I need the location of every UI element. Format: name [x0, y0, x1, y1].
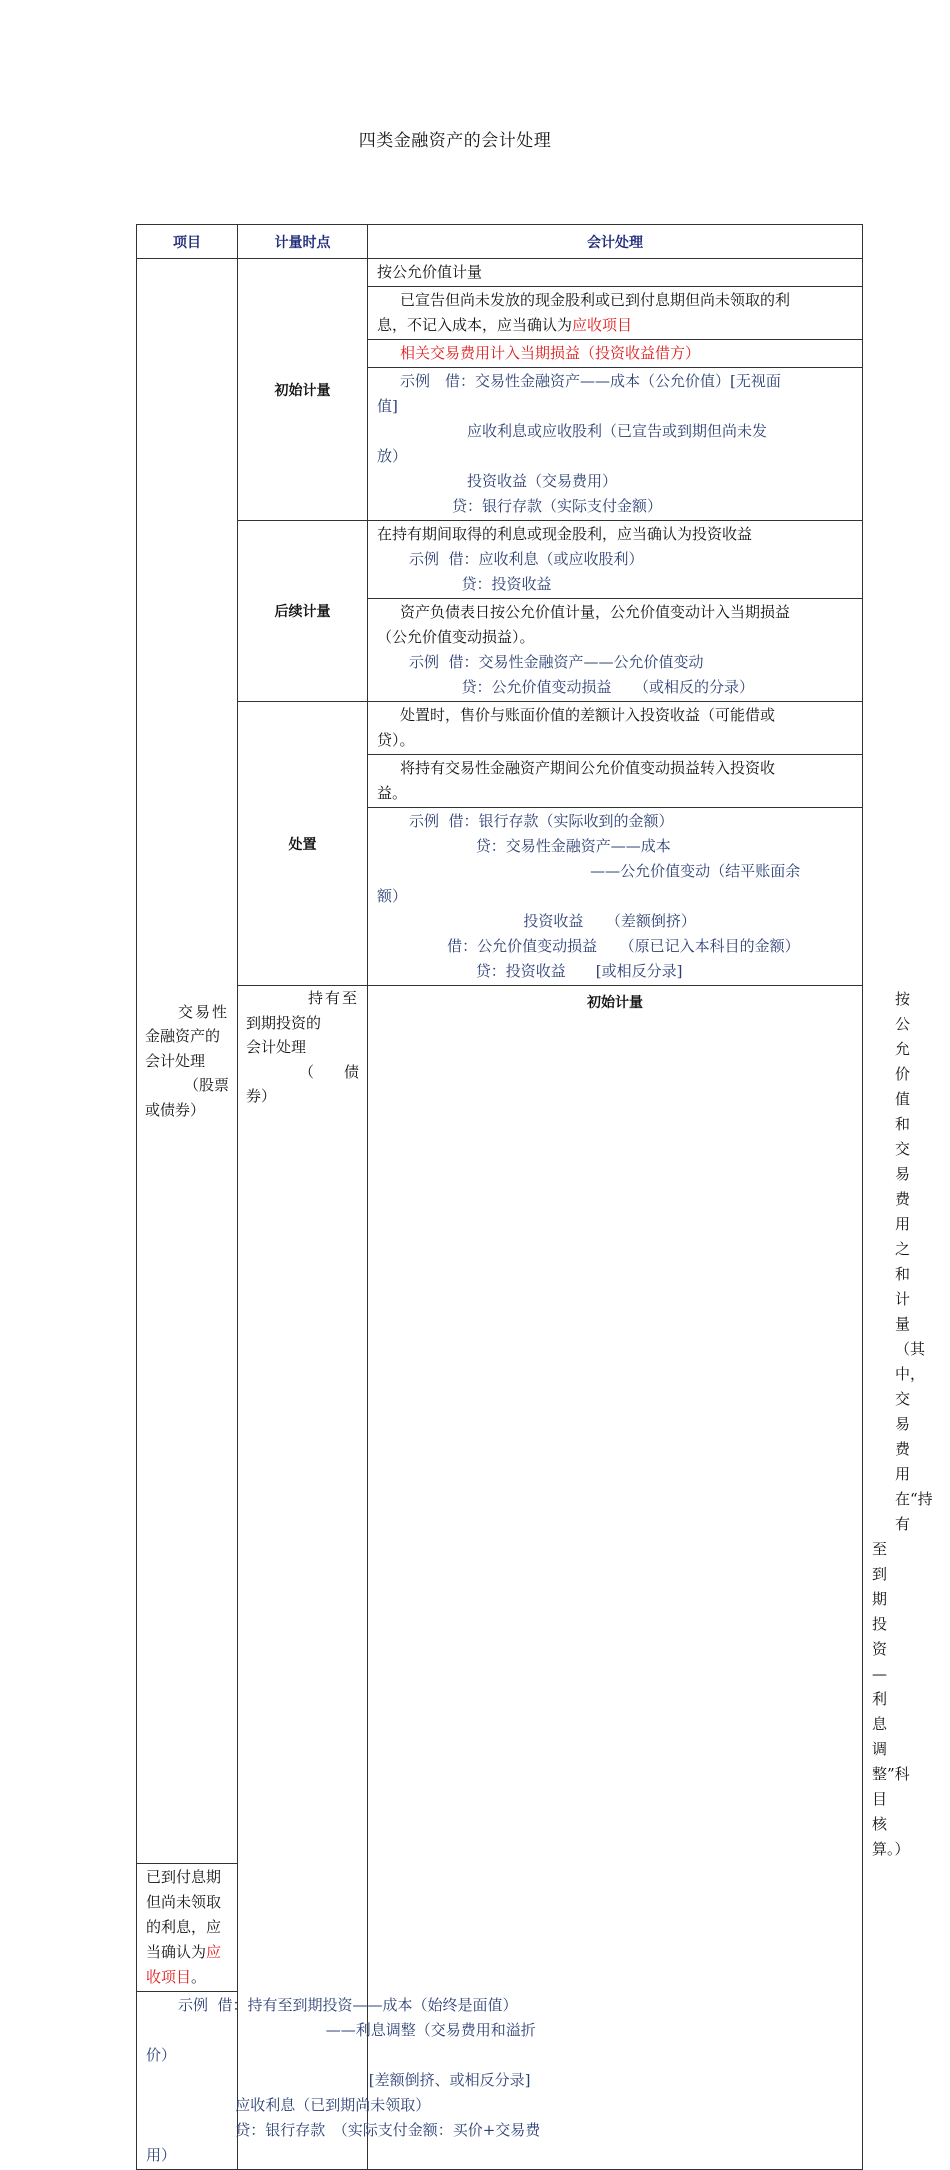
cell-subsequent-income [368, 521, 863, 599]
cell-htm-interest: 已到付息期但尚未领取的利息，应当确认为应收项目。 [137, 1864, 238, 1992]
text-line: 按公允价值和交易费用之和计量（其中，交易费用在“持有 [895, 990, 933, 1533]
header-accounting: 会计处理 [368, 225, 863, 259]
cell-disposal-difference [368, 702, 863, 755]
header-item: 项目 [137, 225, 238, 259]
header-timing: 计量时点 [238, 225, 368, 259]
entry-line: 用） [146, 2146, 177, 2164]
entry-line: [差额倒挤、或相反分录] [178, 2071, 531, 2089]
entry-line: 贷：交易性金融资产——成本 [409, 837, 671, 855]
stage-disposal: 处置 [238, 702, 368, 986]
entry-line: 贷：银行存款（实际支付金额） [377, 497, 663, 515]
item-line: 会计处理 [246, 1038, 307, 1056]
item-htm [238, 986, 368, 2170]
entry-line: ——公允价值变动（结平账面余 [409, 862, 801, 880]
entry-line: 示例 借：持有至到期投资——成本（始终是面值） [178, 1996, 518, 2014]
entry-line: 示例 借：交易性金融资产——成本（公允价值）[无视面 [400, 372, 781, 390]
entry-line: 示例 借：交易性金融资产——公允价值变动 [409, 653, 704, 671]
document-title: 四类金融资产的会计处理 [358, 131, 552, 151]
entry-line: 应收利息或应收股利（已宣告或到期但尚未发 [377, 422, 768, 440]
entry-line: 值] [377, 397, 398, 415]
entry-line: 价） [146, 2046, 177, 2064]
text-line: 处置时，售价与账面价值的差额计入投资收益（可能借或 [400, 706, 776, 724]
item-line: 金融资产的 [145, 1027, 221, 1046]
text-line: 资产负债表日按公允价值计量，公允价值变动计入当期损益 [400, 603, 791, 621]
cell-transaction-costs: 相关交易费用计入当期损益（投资收益借方） [368, 340, 863, 368]
cell-subsequent-fair-value [368, 599, 863, 702]
entry-line: 贷：投资收益 [或相反分录] [409, 962, 683, 980]
header-row [137, 225, 863, 259]
item-line: 交易性 [177, 1002, 229, 1021]
entry-line: 应收利息（已到期尚未领取） [178, 2096, 431, 2114]
table-row [137, 259, 863, 287]
cell-htm-example [137, 1992, 541, 2170]
stage-htm-initial: 初始计量 [368, 986, 863, 2170]
entry-line: 示例 借：应收利息（或应收股利） [409, 550, 644, 568]
item-line: 持有至 [307, 989, 359, 1007]
entry-line: 贷：银行存款 （实际支付金额：买价+交易费 [178, 2121, 541, 2139]
entry-line: 借：公允价值变动损益 （原已记入本科目的金额） [409, 937, 800, 955]
cell-disposal-transfer [368, 755, 863, 808]
entry-line: 贷：公允价值变动损益 （或相反的分录） [409, 678, 754, 696]
entry-line: 放） [377, 447, 408, 465]
item-line: 会计处理 [145, 1051, 206, 1070]
text-line: 息，不记入成本，应当确认为应收项目 [377, 316, 633, 334]
item-line: 到期投资的 [246, 1013, 322, 1032]
highlight-text: 应收项目 [572, 316, 633, 334]
highlight-text: 应收项目 [146, 1943, 222, 1986]
item-line: （股票 [183, 1076, 229, 1095]
stage-initial: 初始计量 [238, 259, 368, 521]
cell-initial-fair-value: 按公允价值计量 [368, 259, 863, 287]
entry-line: 投资收益（交易费用） [377, 472, 618, 490]
accounting-table [136, 224, 933, 2170]
table-row: 持有至 到期投资的 会计处理 （ 债 券） 初始计量 按公允价值和交易费用之和计量（其中，交易费用在“持有 至到期投资—利息调整”科目核算。） [137, 986, 863, 1864]
table-row [137, 521, 863, 599]
text-line: 在持有期间取得的利息或现金股利，应当确认为投资收益 [377, 525, 753, 543]
item-line: 或债券） [145, 1100, 206, 1119]
entry-line: ——利息调整（交易费用和溢折 [178, 2021, 536, 2039]
text-line: （公允价值变动损益）。 [377, 628, 535, 646]
item-line: 券） [246, 1087, 277, 1105]
text-line: 贷）。 [377, 731, 415, 749]
cell-initial-example [368, 368, 863, 521]
entry-line: 额） [377, 887, 408, 905]
text-line: 已宣告但尚未发放的现金股利或已到付息期但尚未领取的利 [400, 291, 791, 309]
cell-disposal-example [368, 808, 863, 986]
entry-line: 投资收益 （差额倒挤） [409, 912, 696, 930]
text-line: 将持有交易性金融资产期间公允价值变动损益转入投资收 [400, 759, 776, 777]
stage-subsequent: 后续计量 [238, 521, 368, 702]
cell-initial-dividends [368, 287, 863, 340]
item-line: （ 债 [298, 1062, 359, 1081]
entry-line: 贷：投资收益 [409, 575, 552, 593]
entry-line: 示例 借：银行存款（实际收到的金额） [409, 812, 674, 830]
item-trading [137, 259, 238, 1864]
text-line: 益。 [377, 784, 408, 802]
table-row [137, 702, 863, 755]
